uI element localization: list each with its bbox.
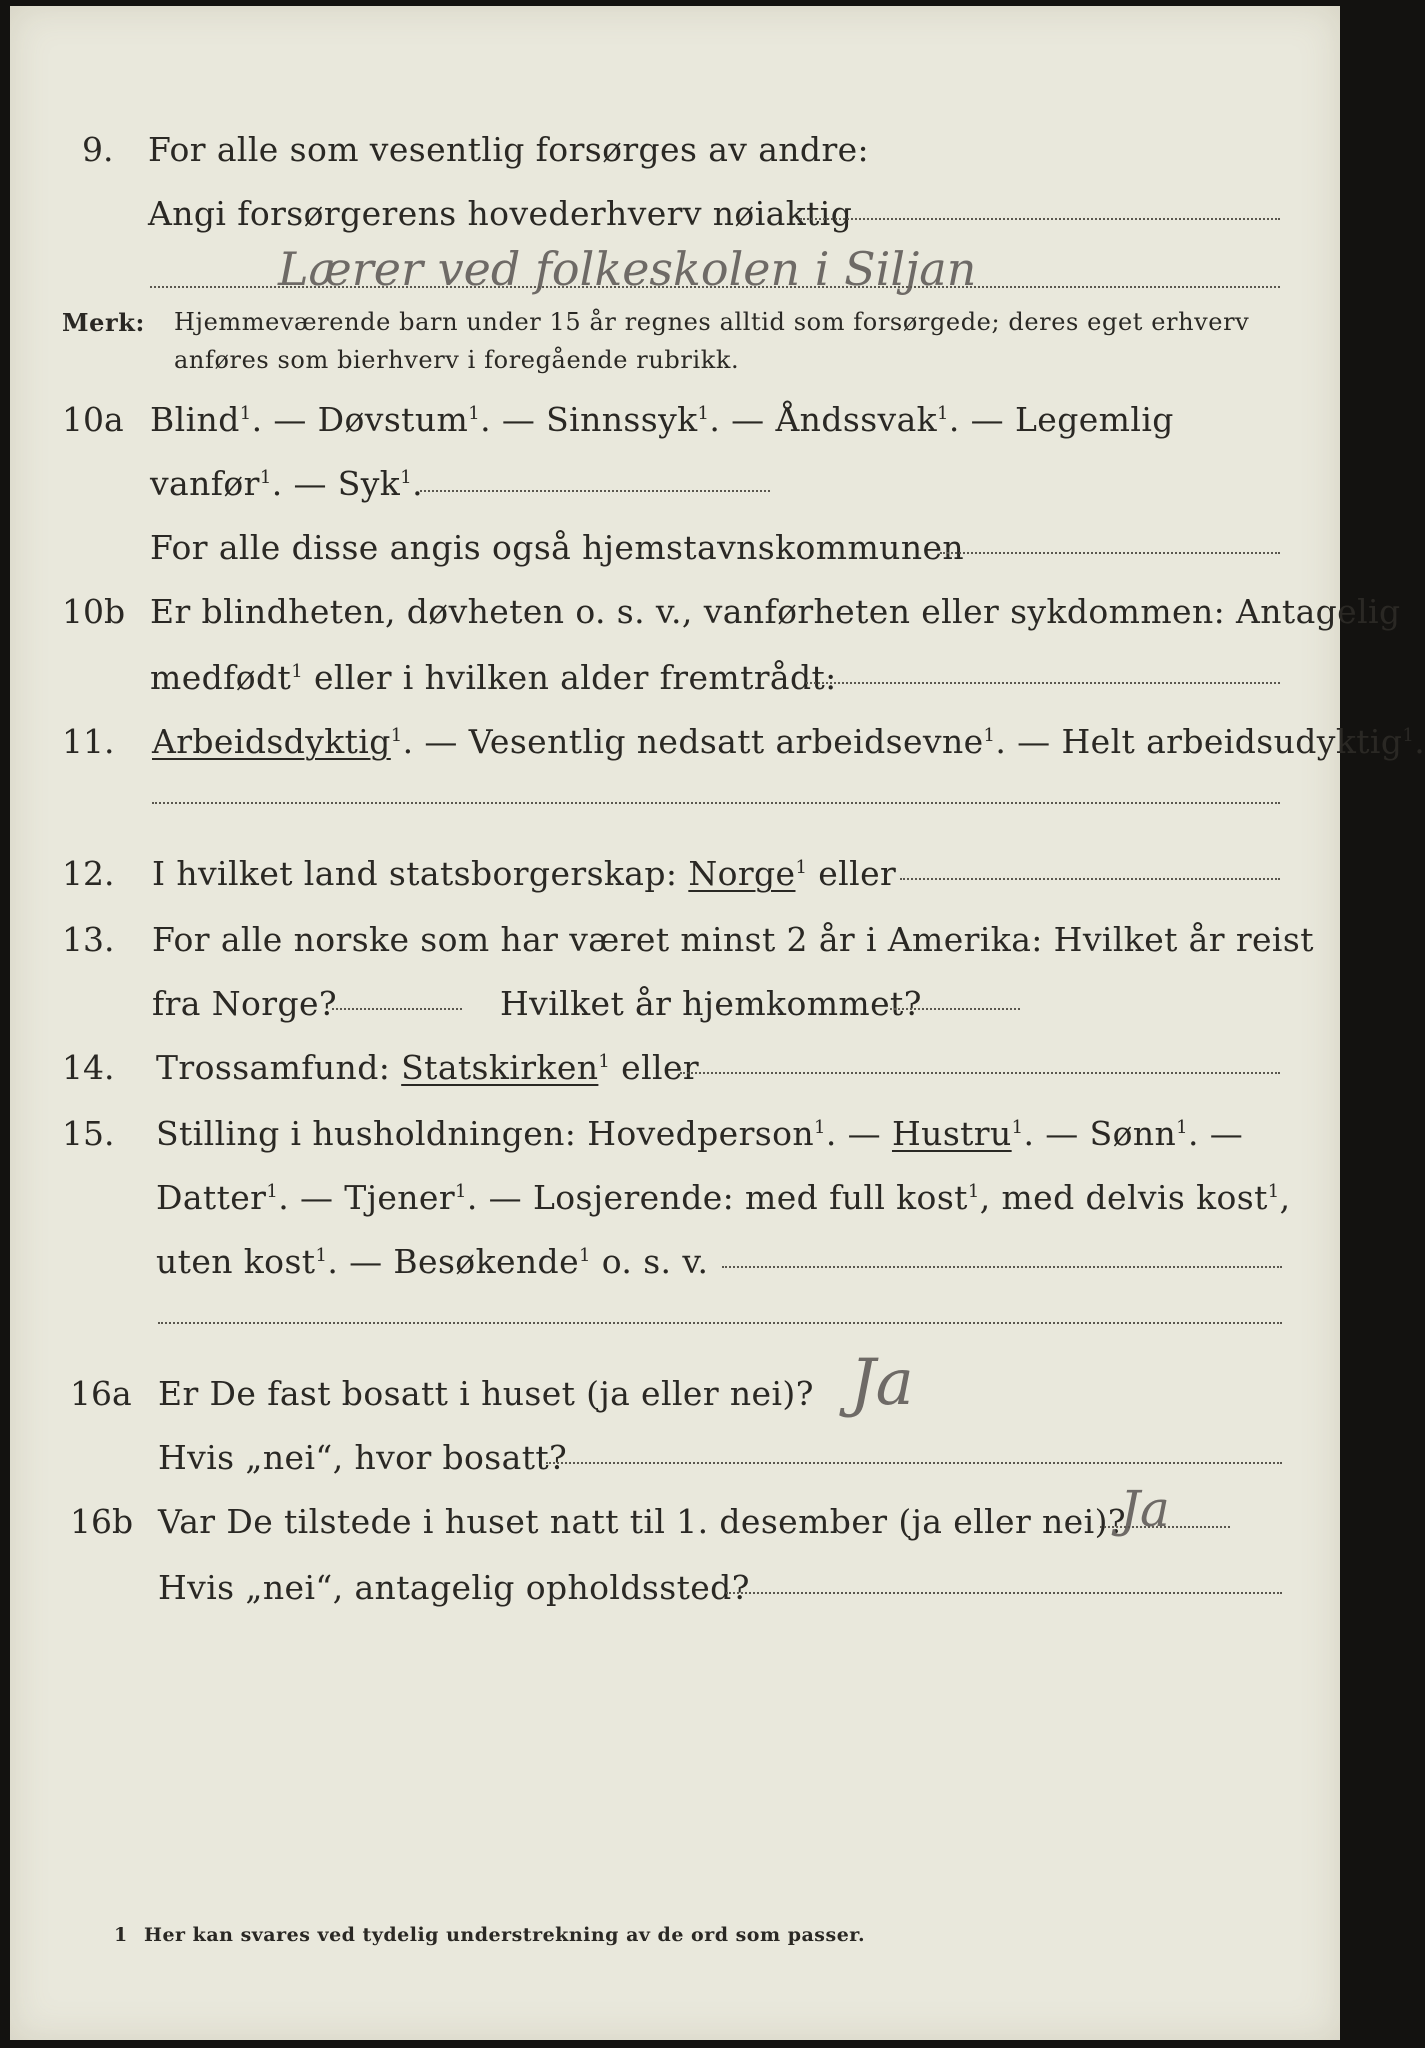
q9-handwritten-answer: Lærer ved folkeskolen i Siljan xyxy=(278,242,977,296)
q13-line-1: For alle norske som har været minst 2 år i Amerika: Hvilket år reist xyxy=(152,920,1314,959)
q16a-number: 16a xyxy=(70,1374,132,1413)
q14-number: 14. xyxy=(62,1048,115,1087)
q13-reist-line xyxy=(332,1008,462,1010)
q15-line-1: Stilling i husholdningen: Hovedperson$^1$. — Hustru$^1$. — Sønn$^1$. — xyxy=(156,1114,1244,1153)
q9-number: 9. xyxy=(82,130,114,169)
q16b-answer-line xyxy=(1100,1526,1230,1528)
footnote-text: Her kan svares ved tydelig understrekning av de ord som passer. xyxy=(144,1924,866,1946)
merk-line-1: Hjemmeværende barn under 15 år regnes alltid som forsørgede; deres eget erhverv xyxy=(174,308,1250,336)
q13-hjemkommet-line xyxy=(890,1008,1020,1010)
q9-answer-line xyxy=(800,218,1280,220)
q9-text: For alle som vesentlig forsørges av andre: xyxy=(148,130,870,169)
q16b-number: 16b xyxy=(70,1502,134,1541)
q16b-line-1: Var De tilstede i huset natt til 1. desember (ja eller nei)? xyxy=(158,1502,1126,1541)
q9-answer-line-2 xyxy=(150,286,1280,288)
q13-line-2b: Hvilket år hjemkommet? xyxy=(500,984,922,1023)
q10a-hjemstavn-line xyxy=(940,552,1280,554)
q15-answer-line-2 xyxy=(158,1322,1282,1324)
footnote-mark: 1 xyxy=(114,1924,128,1946)
q14-line: Trossamfund: Statskirken$^1$ eller xyxy=(156,1048,700,1087)
q10a-line-3: For alle disse angis også hjemstavnskommunen xyxy=(150,528,965,567)
q13-number: 13. xyxy=(62,920,115,959)
merk-line-2: anføres som bierhverv i foregående rubrikk. xyxy=(174,346,740,374)
q16b-line-2: Hvis „nei“, antagelig opholdssted? xyxy=(158,1568,750,1607)
q15-number: 15. xyxy=(62,1114,115,1153)
q16a-line-2: Hvis „nei“, hvor bosatt? xyxy=(158,1438,568,1477)
q10b-answer-line xyxy=(806,682,1280,684)
q10a-line-2: vanfør$^1$. — Syk$^1$. xyxy=(150,464,423,503)
q16a-handwritten-answer: Ja xyxy=(850,1346,914,1420)
q11-line: Arbeidsdyktig$^1$. — Vesentlig nedsatt arbeidsevne$^1$. — Helt arbeidsudyktig$^1$. xyxy=(152,722,1425,761)
q16b-opholdssted-line xyxy=(726,1592,1282,1594)
q14-answer-line xyxy=(680,1072,1280,1074)
q16a-answer-line xyxy=(546,1462,1282,1464)
q15-answer-line xyxy=(722,1266,1282,1268)
q9-subtext: Angi forsørgerens hovederhverv nøiaktig xyxy=(148,194,853,233)
q16b-handwritten-answer: Ja xyxy=(1120,1480,1170,1538)
q11-answer-line xyxy=(152,802,1280,804)
merk-label: Merk: xyxy=(62,308,145,337)
q16a-line-1: Er De fast bosatt i huset (ja eller nei)? xyxy=(158,1374,814,1413)
q10b-number: 10b xyxy=(62,592,126,631)
q15-line-2: Datter$^1$. — Tjener$^1$. — Losjerende: med full kost$^1$, med delvis kost$^1$, xyxy=(156,1178,1291,1217)
q12-line: I hvilket land statsborgerskap: Norge$^1$ eller xyxy=(152,854,897,893)
q10b-line-2: medfødt$^1$ eller i hvilken alder fremtrådt: xyxy=(150,658,837,697)
q10b-line-1: Er blindheten, døvheten o. s. v., vanførheten eller sykdommen: Antagelig xyxy=(150,592,1401,631)
q15-line-3: uten kost$^1$. — Besøkende$^1$ o. s. v. xyxy=(156,1242,709,1281)
q13-line-2a: fra Norge? xyxy=(152,984,338,1023)
q10a-syk-line xyxy=(420,490,770,492)
census-form-page xyxy=(10,6,1425,2040)
q10a-number: 10a xyxy=(62,400,124,439)
q10a-line-1: Blind$^1$. — Døvstum$^1$. — Sinnssyk$^1$. — Åndssvak$^1$. — Legemlig xyxy=(150,400,1174,439)
q12-number: 12. xyxy=(62,854,115,893)
q12-answer-line xyxy=(900,878,1280,880)
q11-number: 11. xyxy=(62,722,115,761)
